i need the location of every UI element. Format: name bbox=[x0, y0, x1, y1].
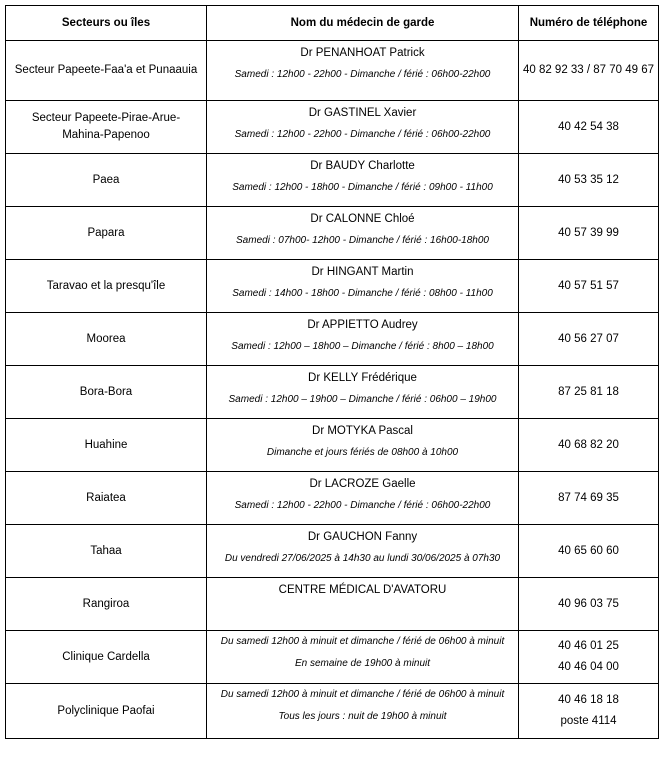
doctor-schedule: Samedi : 12h00 - 22h00 - Dimanche / férié : 06h00-22h00 bbox=[234, 129, 491, 140]
sector-cell: Rangiroa bbox=[6, 578, 207, 631]
doctor-cell bbox=[207, 366, 519, 419]
sector-cell: Papara bbox=[6, 207, 207, 260]
table-row bbox=[6, 207, 659, 260]
doctor-name: Dr MOTYKA Pascal bbox=[312, 425, 413, 437]
sector-cell: Tahaa bbox=[6, 525, 207, 578]
table-row bbox=[6, 101, 659, 154]
doctor-cell bbox=[207, 41, 519, 101]
doctor-schedule: Samedi : 12h00 – 18h00 – Dimanche / férié : 8h00 – 18h00 bbox=[231, 341, 494, 352]
doctor-cell bbox=[207, 525, 519, 578]
doctor-cell bbox=[207, 313, 519, 366]
doctor-schedule: Samedi : 12h00 - 22h00 - Dimanche / férié : 06h00-22h00 bbox=[234, 500, 491, 511]
doctor-name: Dr LACROZE Gaelle bbox=[309, 478, 416, 490]
table-row bbox=[6, 260, 659, 313]
on-call-doctors-table bbox=[5, 5, 659, 739]
phone-cell: 40 57 51 57 bbox=[519, 260, 659, 313]
sector-cell: Huahine bbox=[6, 419, 207, 472]
schedule-line: Du samedi 12h00 à minuit et dimanche / férié de 06h00 à minuit bbox=[220, 689, 505, 700]
phone-cell: 40 42 54 38 bbox=[519, 101, 659, 154]
sector-cell: Secteur Papeete-Faa'a et Punaauia bbox=[6, 41, 207, 101]
doctor-cell bbox=[207, 101, 519, 154]
doctor-cell bbox=[207, 578, 519, 631]
sector-cell: Polyclinique Paofai bbox=[6, 684, 207, 739]
doctor-name: Dr PENANHOAT Patrick bbox=[300, 47, 425, 59]
doctor-name: Dr CALONNE Chloé bbox=[310, 213, 415, 225]
doctor-name: Dr KELLY Frédérique bbox=[308, 372, 417, 384]
sector-cell: Clinique Cardella bbox=[6, 631, 207, 684]
doctor-cell bbox=[207, 154, 519, 207]
doctor-name: Dr GASTINEL Xavier bbox=[308, 107, 417, 119]
table-row bbox=[6, 631, 659, 684]
phone-line: 40 46 04 00 bbox=[558, 661, 619, 673]
table-row bbox=[6, 472, 659, 525]
phone-cell: 40 68 82 20 bbox=[519, 419, 659, 472]
phone-line: 40 46 01 25 bbox=[558, 640, 619, 652]
sector-cell: Secteur Papeete-Pirae-Arue-Mahina-Papenoo bbox=[6, 101, 207, 154]
doctor-cell bbox=[207, 472, 519, 525]
header-phone: Numéro de téléphone bbox=[519, 6, 659, 41]
doctor-schedule: Dimanche et jours fériés de 08h00 à 10h00 bbox=[266, 447, 459, 458]
doctor-schedule: Samedi : 07h00- 12h00 - Dimanche / férié : 16h00-18h00 bbox=[236, 235, 489, 246]
header-row bbox=[6, 6, 659, 41]
doctor-name: Dr APPIETTO Audrey bbox=[307, 319, 418, 331]
table-row bbox=[6, 366, 659, 419]
doctor-name: Dr HINGANT Martin bbox=[311, 266, 414, 278]
sector-cell: Raiatea bbox=[6, 472, 207, 525]
doctor-cell bbox=[207, 207, 519, 260]
doctor-schedule: Du vendredi 27/06/2025 à 14h30 au lundi 30/06/2025 à 07h30 bbox=[224, 553, 501, 564]
header-sector: Secteurs ou îles bbox=[6, 6, 207, 41]
sector-cell: Bora-Bora bbox=[6, 366, 207, 419]
table-row bbox=[6, 419, 659, 472]
sector-cell: Moorea bbox=[6, 313, 207, 366]
phone-cell: 40 56 27 07 bbox=[519, 313, 659, 366]
doctor-cell bbox=[207, 631, 519, 684]
doctor-cell bbox=[207, 260, 519, 313]
doctor-schedule: Samedi : 12h00 - 22h00 - Dimanche / férié : 06h00-22h00 bbox=[234, 69, 491, 80]
phone-cell: 40 82 92 33 / 87 70 49 67 bbox=[519, 41, 659, 101]
schedule-line: En semaine de 19h00 à minuit bbox=[294, 658, 431, 669]
sector-cell: Taravao et la presqu'île bbox=[6, 260, 207, 313]
doctor-schedule: Samedi : 12h00 – 19h00 – Dimanche / férié : 06h00 – 19h00 bbox=[228, 394, 497, 405]
phone-cell bbox=[519, 631, 659, 684]
phone-line: 40 46 18 18 bbox=[558, 694, 619, 706]
header-doctor: Nom du médecin de garde bbox=[207, 6, 519, 41]
table-row bbox=[6, 525, 659, 578]
table-row bbox=[6, 154, 659, 207]
phone-line: poste 4114 bbox=[560, 715, 617, 727]
table-row bbox=[6, 41, 659, 101]
phone-cell: 40 96 03 75 bbox=[519, 578, 659, 631]
doctor-name: Dr GAUCHON Fanny bbox=[307, 531, 418, 543]
table-row bbox=[6, 313, 659, 366]
doctor-name: Dr BAUDY Charlotte bbox=[310, 160, 415, 172]
phone-cell bbox=[519, 684, 659, 739]
schedule-line: Du samedi 12h00 à minuit et dimanche / férié de 06h00 à minuit bbox=[220, 636, 505, 647]
sector-cell: Paea bbox=[6, 154, 207, 207]
doctor-name: CENTRE MÉDICAL D'AVATORU bbox=[278, 584, 447, 596]
doctor-schedule: Samedi : 14h00 - 18h00 - Dimanche / férié : 08h00 - 11h00 bbox=[232, 288, 493, 299]
phone-cell: 87 25 81 18 bbox=[519, 366, 659, 419]
phone-cell: 40 57 39 99 bbox=[519, 207, 659, 260]
doctor-cell bbox=[207, 419, 519, 472]
doctor-cell bbox=[207, 684, 519, 739]
phone-cell: 40 53 35 12 bbox=[519, 154, 659, 207]
schedule-line: Tous les jours : nuit de 19h00 à minuit bbox=[278, 711, 447, 722]
table-row bbox=[6, 684, 659, 739]
doctor-schedule: Samedi : 12h00 - 18h00 - Dimanche / férié : 09h00 - 11h00 bbox=[232, 182, 493, 193]
table-row bbox=[6, 578, 659, 631]
phone-cell: 40 65 60 60 bbox=[519, 525, 659, 578]
phone-cell: 87 74 69 35 bbox=[519, 472, 659, 525]
